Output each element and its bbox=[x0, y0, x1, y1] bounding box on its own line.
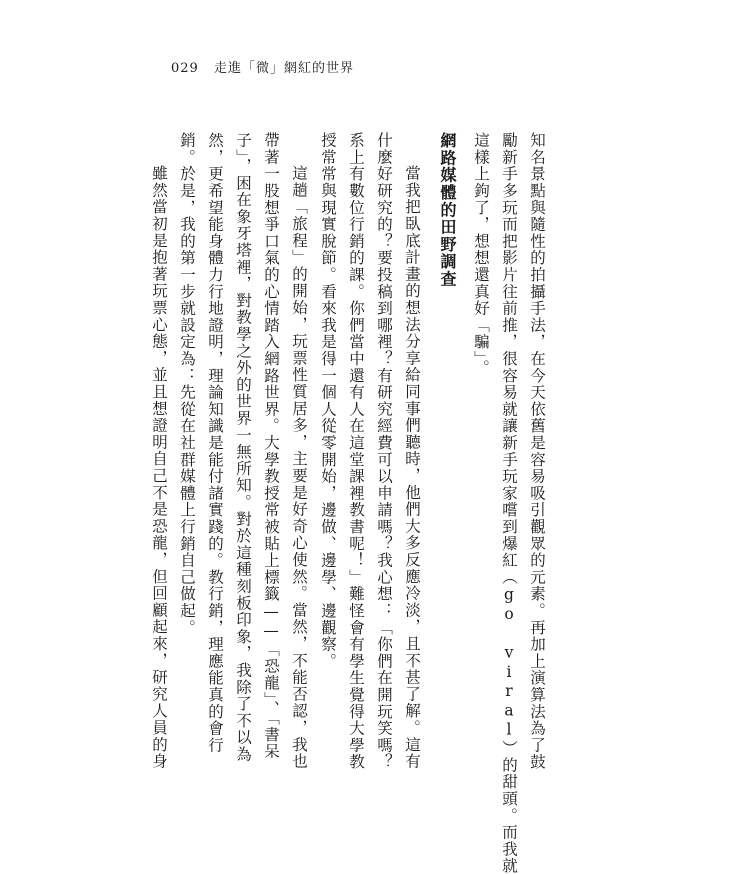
section-heading: 網路媒體的田野調查 bbox=[438, 132, 457, 288]
text-column: 當我把臥底計畫的想法分享給同事們聽時，他們大多反應冷淡，且不甚了解。這有 bbox=[403, 165, 421, 770]
running-title: 走進「微」網紅的世界 bbox=[213, 61, 354, 76]
text-column: 系上有數位行銷的課。你們當中還有人在這堂課裡教書呢！」難怪會有學生覺得大學教 bbox=[347, 132, 365, 771]
running-header bbox=[171, 57, 354, 76]
text-column: 這趟「旅程」的開始，玩票性質居多，主要是好奇心使然。當然，不能否認，我也 bbox=[290, 165, 308, 770]
text-column: 然，更希望能身體力行地證明，理論知識是能付諸實踐的。教行銷，理應能真的會行 bbox=[206, 132, 224, 754]
text-column: 勵新手多玩而把影片往前推，很容易就讓新手玩家嚐到爆紅（go viral）的甜頭。而我就 bbox=[500, 132, 518, 874]
text-column: 授常常與現實脫節。看來我是得一個人從零開始，邊做、邊學、邊觀察。 bbox=[319, 132, 337, 670]
text-column: 子」，困在象牙塔裡，對教學之外的世界一無所知。對於這種刻板印象，我除了不以為 bbox=[234, 132, 252, 763]
text-column: 什麼好研究的？要投稿到哪裡？有研究經費可以申請嗎？我心想：「你們在開玩笑嗎？ bbox=[375, 132, 393, 771]
text-column: 雖然當初是抱著玩票心態，並且想證明自己不是恐龍，但回顧起來，研究人員的身 bbox=[150, 165, 168, 770]
page-number: 029 bbox=[171, 61, 199, 76]
text-column: 這樣上鉤了，想想還真好「騙」。 bbox=[472, 132, 490, 377]
text-column: 銷。於是，我的第一步就設定為：先從在社群媒體上行銷自己做起。 bbox=[178, 132, 196, 636]
text-column: 帶著一股想爭口氣的心情踏入網路世界。大學教授常被貼上標籤——「恐龍」、「書呆 bbox=[262, 132, 280, 760]
text-column: 知名景點與隨性的拍攝手法，在今天依舊是容易吸引觀眾的元素。再加上演算法為了鼓 bbox=[528, 132, 546, 771]
